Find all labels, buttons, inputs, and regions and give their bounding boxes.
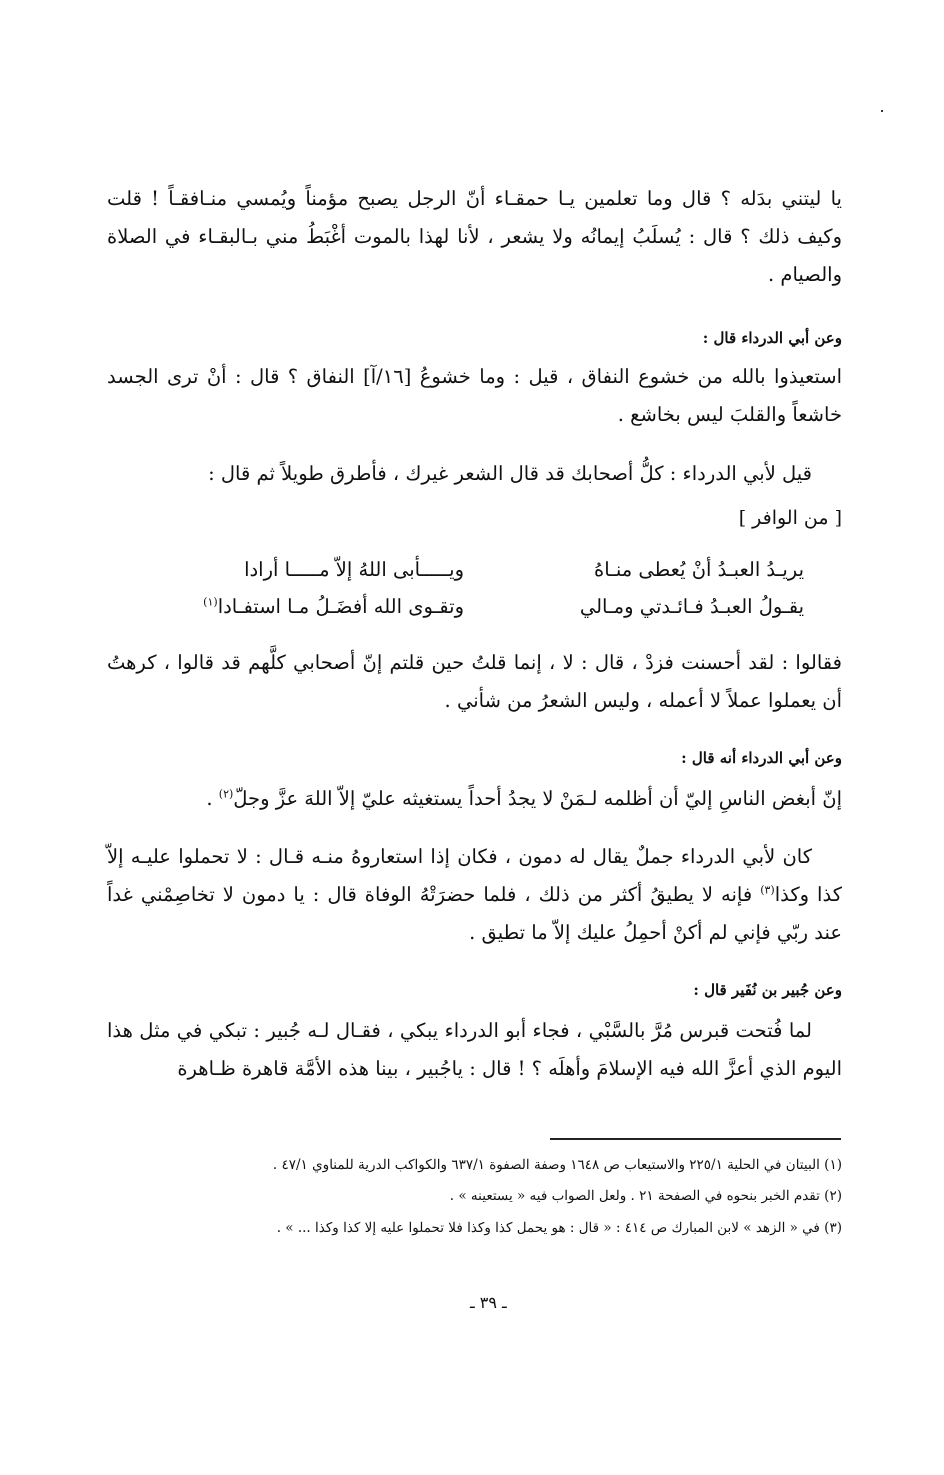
verse-2-second-hemistich: [164, 590, 464, 624]
poetry-meter: [ من الوافر ]: [738, 507, 842, 529]
page-number: ـ ٣٩ ـ: [470, 1293, 507, 1312]
paragraph-3: قيل لأبي الدرداء : كلُّ أصحابك قد قال الشعر غيرك ، فأطرق طويلاً ثم قال :: [208, 462, 812, 485]
verse-2-first-hemistich: يقـولُ العبـدُ فـائـدتي ومـالي: [579, 595, 804, 618]
heading-abu-darda-2: وعن أبي الدرداء أنه قال :: [681, 749, 842, 767]
verse-line-2: [164, 590, 804, 624]
footnote-ref-1: (١): [203, 595, 218, 609]
paragraph-1: يا ليتني بدَله ؟ قال وما تعلمين يـا حمقـاء أنّ الرجل يصبح مؤمناً ويُمسي منـافقـاً ! قلت وكيف ذلك ؟ قال : يُسلَبُ إيمانُه ولا يشعر ، لأنا لهذا بالموت أغْبَطُ مني بـالبقـاء في الصلاة والصيام .: [107, 187, 842, 286]
scan-speck: [881, 110, 883, 112]
verse-1-second-hemistich: ويـــــأبى اللهُ إلاّ مـــــا أرادا: [244, 558, 464, 581]
footnote-1: (١) البيتان في الحلية ٢٢٥/١ والاستيعاب ص ١٦٤٨ وصفة الصفوة ٦٣٧/١ والكواكب الدرية للمناوي ٤٧/١ .: [272, 1157, 842, 1173]
verse-line-1: [164, 553, 804, 587]
footnote-ref-3: (٣): [760, 883, 775, 897]
paragraph-5-end: .: [206, 787, 219, 810]
paragraph-5-text: إنّ أبغض الناسِ إليّ أن أظلمه لـمَنْ لا يجدُ أحداً يستغيثه عليّ إلاّ اللهَ عزَّ وجلّ: [233, 787, 842, 810]
paragraph-6: [107, 838, 842, 952]
footnote-separator: [550, 1138, 841, 1140]
paragraph-6-start: كان لأبي الدرداء جملٌ يقال له دمون ، فكان إذا استعاروهُ منـه قـال : لا تحملوا عليـه إلاّ كذا وكذا: [107, 845, 842, 906]
paragraph-2: استعيذوا بالله من خشوع النفاق ، قيل : وما خشوعُ [١٦/آ] النفاق ؟ قال : أنْ ترى الجسد خاشعاً والقلبَ ليس بخاشع .: [107, 365, 842, 426]
paragraph-5: [107, 780, 842, 818]
footnote-2: (٢) تقدم الخبر بنحوه في الصفحة ٢١ . ولعل الصواب فيه « يستعينه » .: [449, 1188, 842, 1204]
heading-abu-darda-1: وعن أبي الدرداء قال :: [702, 329, 842, 347]
heading-jubayr: وعن جُبير بن نُفَير قال :: [693, 981, 842, 999]
footnote-3: (٣) في « الزهد » لابن المبارك ص ٤١٤ : « قال : هو يحمل كذا وكذا فلا تحملوا عليه إلا كذا وكذا ... » .: [276, 1220, 842, 1236]
paragraph-7: لما فُتحت قبرس مُرَّ بالسَّبْي ، فجاء أبو الدرداء يبكي ، فقـال لـه جُبير : تبكي في مثل هذا اليوم الذي أعزَّ الله فيه الإسلامَ وأهلَه ؟ ! قال : ياجُبير ، بينا هذه الأمَّة قاهرة ظـاهرة: [107, 1019, 842, 1080]
paragraph-4: فقالوا : لقد أحسنت فزدْ ، قال : لا ، إنما قلتُ حين قلتم إنّ أصحابي كلَّهم قد قالوا ، كرهتُ أن يعملوا عملاً لا أعمله ، وليس الشعرُ من شأني .: [107, 651, 842, 712]
paragraph-6-rest: فإنه لا يطيقُ أكثر من ذلك ، فلما حضرَتْهُ الوفاة قال : يا دمون لا تخاصِمْني غداً عند ربّي فإني لم أكنْ أحمِلُ عليك إلاّ ما تطيق .: [107, 883, 842, 944]
footnote-ref-2: (٢): [218, 787, 234, 801]
verse-2-text: وتقـوى الله أفضَـلُ مـا استفـادا: [217, 595, 464, 618]
verse-1-first-hemistich: يريـدُ العبـدُ أنْ يُعطى منـاهُ: [594, 558, 804, 581]
